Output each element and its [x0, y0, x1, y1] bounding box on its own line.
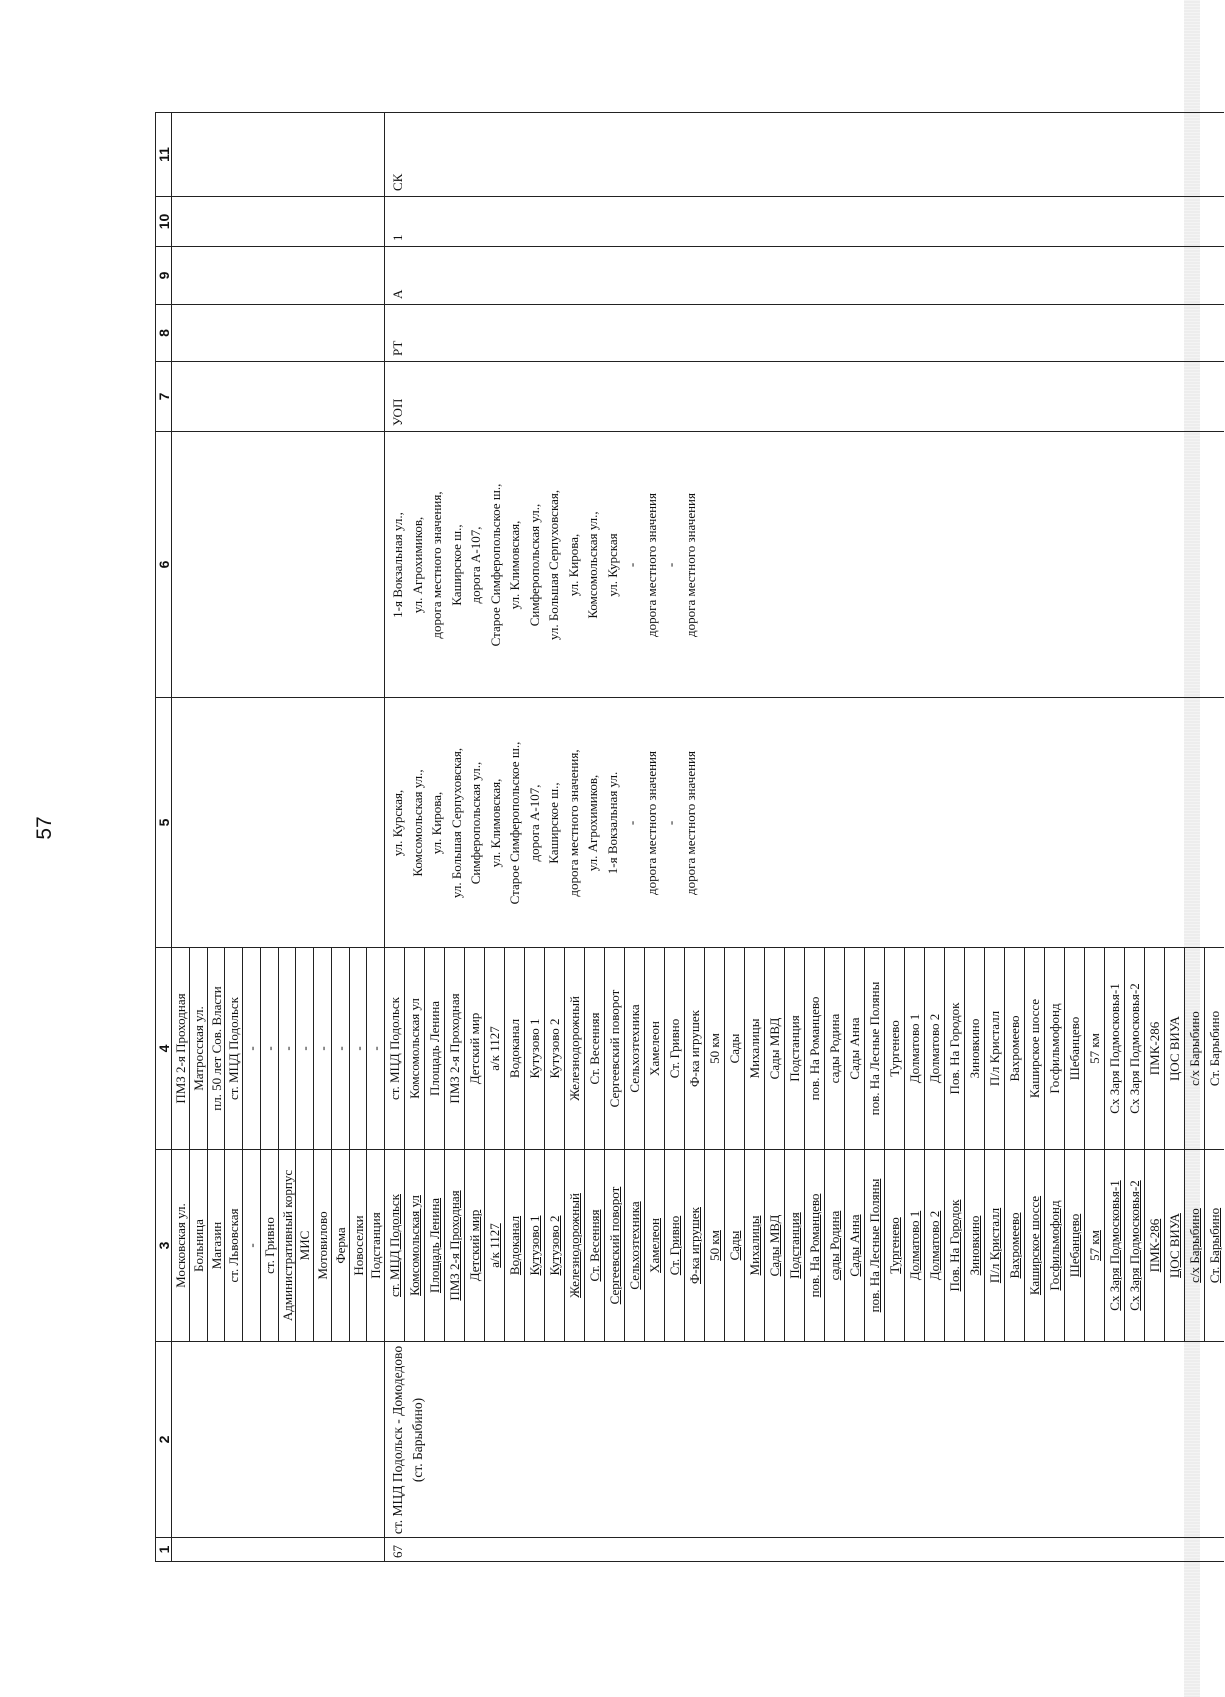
street-line: ул. Большая Серпуховская, — [448, 747, 464, 899]
stop-cell: - — [313, 948, 331, 1150]
vehicle-type: А — [390, 289, 405, 299]
route-stop: ЦОС ВИУА — [1164, 1150, 1184, 1342]
route-stop: Михалицы — [744, 1150, 764, 1342]
route-stop: Зиновкино — [964, 1150, 984, 1342]
street-line: дорога местного значения — [643, 751, 659, 895]
stop-cell: - — [295, 948, 313, 1150]
stop-cell: Московская ул. — [171, 1150, 189, 1342]
street-line: 1-я Вокзальная ул. — [604, 771, 620, 875]
street-line: ул. Агрохимиков, — [585, 774, 600, 872]
stop-cell: Магазин — [207, 1150, 225, 1342]
route-stop: Долматово 2 — [924, 1150, 944, 1342]
route-stop: ст. МЦД Подольск — [384, 948, 404, 1150]
route-stop: Сергеевский поворот — [604, 948, 624, 1150]
route-number: 67 — [390, 1545, 405, 1558]
column-header: 9 — [155, 247, 171, 305]
route-stop: Водоканал — [504, 1150, 524, 1342]
stop-cell: ПМЗ 2-я Проходная — [171, 948, 189, 1150]
column-header: 6 — [155, 432, 171, 698]
route-stop: 57 км — [1084, 948, 1104, 1150]
route-stop: Подстанция — [784, 1150, 804, 1342]
route-stop: Каширское шоссе — [1024, 1150, 1044, 1342]
stop-cell: - — [349, 948, 367, 1150]
route-tariff: РТ — [390, 340, 405, 356]
street-line: дорога местного значения — [682, 751, 698, 895]
route-carrier: СК — [390, 173, 405, 191]
stop-cell: - — [366, 948, 384, 1150]
street-line: Каширское ш., — [448, 524, 464, 606]
route-stop: Ф-ка игрушек — [684, 1150, 704, 1342]
route-cell — [384, 305, 1224, 362]
route-stop: Площадь Ленина — [424, 948, 444, 1150]
route-cell — [384, 112, 1224, 197]
street-line: Каширское ш., — [546, 782, 561, 864]
street-line: дорога местного значения — [682, 493, 698, 637]
route-stop: Сады МВД — [764, 948, 784, 1150]
route-stop: Сх Заря Подмосковья-2 — [1124, 948, 1144, 1150]
route-stop: Ф-ка игрушек — [684, 948, 704, 1150]
stop-cell: - — [242, 948, 260, 1150]
forward-streets — [388, 698, 700, 948]
continuation-cell — [171, 305, 384, 362]
street-line: ул. Климовская, — [487, 778, 503, 868]
route-stop: 57 км — [1084, 1150, 1104, 1342]
continuation-cell — [171, 1342, 384, 1538]
street-line: ул. Большая Серпуховская, — [546, 489, 561, 641]
street-line: дорога местного значения, — [565, 749, 581, 897]
street-line: Комсомольская ул., — [409, 769, 425, 877]
column-header: 11 — [155, 112, 171, 197]
route-stop: Железнодорожный — [564, 1150, 584, 1342]
route-stop: Кутузово 2 — [544, 1150, 564, 1342]
stop-cell: Ферма — [331, 1150, 349, 1342]
street-line: Старое Симферопольское ш., — [487, 483, 503, 647]
continuation-cell — [171, 247, 384, 305]
route-stop: Ст. Гривно — [664, 1150, 684, 1342]
page-number: 57 — [33, 816, 56, 840]
route-cell — [384, 197, 1224, 247]
route-cell — [384, 1538, 1224, 1562]
stop-cell: - — [278, 948, 296, 1150]
street-line: Симферопольская ул., — [468, 761, 483, 885]
column-header: 8 — [155, 305, 171, 362]
route-stop: Детский мир — [464, 948, 484, 1150]
route-stop: Хамелеон — [644, 1150, 664, 1342]
route-stop: Ст. Барыбино — [1204, 1150, 1224, 1342]
route-cell — [384, 362, 1224, 432]
route-stop: Зиновкино — [964, 948, 984, 1150]
route-stop: 50 км — [704, 948, 724, 1150]
stop-cell: ст. Гривно — [260, 1150, 278, 1342]
route-stop: Ст. Весенняя — [584, 948, 604, 1150]
route-stop: пов. На Лесные Поляны — [864, 948, 884, 1150]
route-stop: П/л Кристалл — [984, 948, 1004, 1150]
route-stop: Ст. Барыбино — [1204, 948, 1224, 1150]
stop-cell: МИС — [295, 1150, 313, 1342]
column-header: 2 — [155, 1342, 171, 1538]
street-line: дорога А-107, — [468, 526, 483, 604]
stop-cell: Подстанция — [366, 1150, 384, 1342]
column-header: 3 — [155, 1150, 171, 1342]
route-stop: Тургенево — [884, 1150, 904, 1342]
route-stop: 50 км — [704, 1150, 724, 1342]
route-stop: Сады — [724, 948, 744, 1150]
column-header: 5 — [155, 698, 171, 948]
route-stop: Сх Заря Подмосковья-1 — [1104, 1150, 1124, 1342]
route-stop: Вахромеево — [1004, 1150, 1024, 1342]
route-stop: с/х Барыбино — [1184, 948, 1204, 1150]
route-cell — [384, 1342, 1224, 1538]
route-stop: Сельхозтехника — [624, 1150, 644, 1342]
route-stop: Кутузово 1 — [524, 948, 544, 1150]
route-stop: Долматово 2 — [924, 948, 944, 1150]
route-stop: с/х Барыбино — [1184, 1150, 1204, 1342]
stop-cell: Больница — [189, 1150, 207, 1342]
route-stop: Сх Заря Подмосковья-2 — [1124, 1150, 1144, 1342]
stop-cell: Мотовилово — [313, 1150, 331, 1342]
route-stop: Сельхозтехника — [624, 948, 644, 1150]
street-line: ул. Курская — [604, 533, 620, 597]
column-header: 4 — [155, 948, 171, 1150]
stop-cell: Матросская ул. — [189, 948, 207, 1150]
route-stop: Площадь Ленина — [424, 1150, 444, 1342]
route-stop: Михалицы — [744, 948, 764, 1150]
route-stop: Ст. Весенняя — [584, 1150, 604, 1342]
route-stop: сады Родина — [824, 1150, 844, 1342]
route-stop: ПМЗ 2-я Проходная — [444, 1150, 464, 1342]
street-line: - — [663, 820, 678, 826]
street-line: - — [624, 562, 639, 568]
street-line: дорога местного значения — [643, 493, 659, 637]
route-stop: Тургенево — [884, 948, 904, 1150]
street-line: ул. Агрохимиков, — [409, 516, 425, 614]
route-stop: Пов. На Городок — [944, 1150, 964, 1342]
street-line: 1-я Вокзальная ул., — [390, 512, 405, 618]
route-stop: пов. На Романцево — [804, 1150, 824, 1342]
column-header: 7 — [155, 362, 171, 432]
route-stop: пов. На Лесные Поляны — [864, 1150, 884, 1342]
route-name: ст. МЦД Подольск - Домодедово (ст. Барыбино) — [390, 1345, 425, 1535]
route-stop: Подстанция — [784, 948, 804, 1150]
continuation-cell — [171, 432, 384, 698]
route-stop: ПМЗ 2-я Проходная — [444, 948, 464, 1150]
stop-cell: ст. Львовская — [224, 1150, 242, 1342]
route-stop: Госфильмофонд — [1044, 1150, 1064, 1342]
route-stop: ПМК-286 — [1144, 1150, 1164, 1342]
street-line: ул. Кирова, — [565, 533, 581, 597]
route-stop: Шебанцево — [1064, 1150, 1084, 1342]
route-stop: ЦОС ВИУА — [1164, 948, 1184, 1150]
route-stop: а/к 1127 — [484, 1150, 504, 1342]
route-stop: пов. На Романцево — [804, 948, 824, 1150]
route-stop: Долматово 1 — [904, 1150, 924, 1342]
route-stop: Комсомольская ул — [404, 1150, 424, 1342]
route-cell — [384, 247, 1224, 305]
street-line: дорога местного значения, — [429, 491, 444, 639]
route-stop: Сады Анна — [844, 1150, 864, 1342]
street-line: Симферопольская ул., — [526, 503, 542, 627]
vehicle-class: 1 — [390, 234, 405, 241]
route-stop: Кутузово 1 — [524, 1150, 544, 1342]
continuation-cell — [171, 1538, 384, 1562]
street-line: дорога А-107, — [526, 784, 542, 862]
route-stop: Сады Анна — [844, 948, 864, 1150]
stop-cell: - — [260, 948, 278, 1150]
stop-cell: - — [242, 1150, 260, 1342]
street-line: - — [624, 820, 639, 826]
route-table — [155, 112, 1222, 1562]
route-stop: ПМК-286 — [1144, 948, 1164, 1150]
continuation-cell — [171, 362, 384, 432]
street-line: ул. Кирова, — [429, 791, 444, 855]
route-stop: Ст. Гривно — [664, 948, 684, 1150]
street-line: Комсомольская ул., — [585, 511, 600, 619]
stop-cell: - — [331, 948, 349, 1150]
route-stop: Комсомольская ул — [404, 948, 424, 1150]
stop-cell: ст. МЦД Подольск — [224, 948, 242, 1150]
reverse-streets — [388, 432, 700, 698]
route-stop: ст. МЦД Подольск — [384, 1150, 404, 1342]
route-stop: Пов. На Городок — [944, 948, 964, 1150]
route-stop: Сады — [724, 1150, 744, 1342]
street-line: - — [663, 562, 678, 568]
continuation-cell — [171, 197, 384, 247]
street-line: ул. Климовская, — [507, 520, 522, 610]
route-stop: Сх Заря Подмосковья-1 — [1104, 948, 1124, 1150]
route-stop: Сады МВД — [764, 1150, 784, 1342]
stop-cell: пл. 50 лет Сов. Власти — [207, 948, 225, 1150]
continuation-cell — [171, 698, 384, 948]
route-stop: Шебанцево — [1064, 948, 1084, 1150]
route-stop: Хамелеон — [644, 948, 664, 1150]
stop-cell: Новоселки — [349, 1150, 367, 1342]
route-stop: Долматово 1 — [904, 948, 924, 1150]
column-header: 10 — [155, 197, 171, 247]
route-category: УОП — [390, 398, 405, 426]
stop-cell: Административный корпус — [278, 1150, 296, 1342]
street-line: ул. Курская, — [390, 789, 405, 857]
route-stop: Сергеевский поворот — [604, 1150, 624, 1342]
route-stop: а/к 1127 — [484, 948, 504, 1150]
route-stop: П/л Кристалл — [984, 1150, 1004, 1342]
route-stop: Кутузово 2 — [544, 948, 564, 1150]
route-stop: Водоканал — [504, 948, 524, 1150]
route-stop: Детский мир — [464, 1150, 484, 1342]
column-header: 1 — [155, 1538, 171, 1562]
route-stop: Каширское шоссе — [1024, 948, 1044, 1150]
route-stop: Вахромеево — [1004, 948, 1024, 1150]
route-stop: Госфильмофонд — [1044, 948, 1064, 1150]
street-line: Старое Симферопольское ш., — [507, 741, 522, 905]
continuation-cell — [171, 112, 384, 197]
route-stop: сады Родина — [824, 948, 844, 1150]
route-stop: Железнодорожный — [564, 948, 584, 1150]
